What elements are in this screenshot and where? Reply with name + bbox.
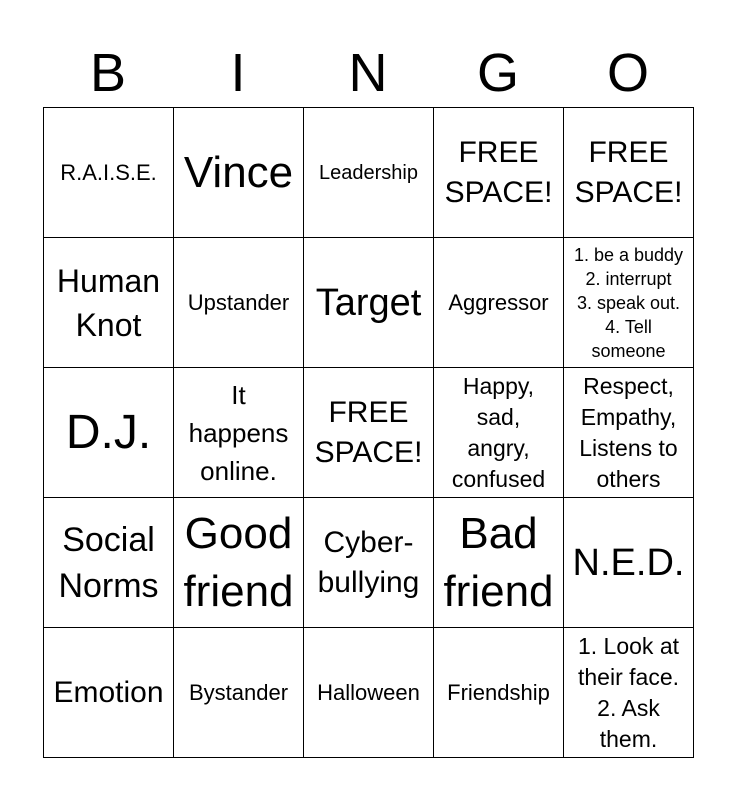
cell-label: D.J.	[65, 405, 152, 459]
bingo-cell[interactable]	[434, 238, 564, 368]
bingo-cell[interactable]	[44, 368, 174, 498]
cell-label: Upstander	[187, 289, 290, 315]
bingo-cell[interactable]	[174, 498, 304, 628]
bingo-cell[interactable]	[564, 368, 694, 498]
bingo-cell[interactable]	[434, 368, 564, 498]
cell-label: Target	[315, 281, 422, 324]
header-letter-o: O	[606, 43, 649, 103]
cell-label: FREE SPACE!	[574, 135, 683, 209]
bingo-cell[interactable]	[44, 498, 174, 628]
bingo-cell[interactable]	[564, 108, 694, 238]
bingo-cell[interactable]	[304, 498, 434, 628]
cell-label: Social Norms	[58, 520, 159, 605]
cell-label: Aggressor	[448, 289, 549, 315]
cell-label: FREE SPACE!	[444, 135, 553, 209]
bingo-cell[interactable]	[44, 628, 174, 758]
cell-label: Halloween	[317, 679, 420, 705]
cell-label: Friendship	[447, 679, 550, 705]
cell-label: Leadership	[319, 161, 418, 184]
bingo-cell[interactable]	[304, 238, 434, 368]
cell-label: It happens online.	[188, 379, 289, 486]
bingo-cell[interactable]	[564, 238, 694, 368]
cell-label: R.A.I.S.E.	[60, 159, 157, 185]
bingo-cell[interactable]	[434, 108, 564, 238]
header-letter-g: G	[476, 43, 519, 103]
bingo-cell[interactable]	[304, 368, 434, 498]
header-letter-n: N	[348, 43, 388, 103]
cell-label: N.E.D.	[572, 541, 685, 584]
bingo-cell[interactable]	[564, 628, 694, 758]
bingo-cell[interactable]	[174, 368, 304, 498]
bingo-cell[interactable]	[44, 238, 174, 368]
cell-label: 1. be a buddy 2. interrupt 3. speak out. 4. Tell someone	[573, 244, 684, 361]
bingo-cell[interactable]	[174, 108, 304, 238]
bingo-cell[interactable]	[434, 628, 564, 758]
bingo-cell[interactable]	[434, 498, 564, 628]
bingo-cell[interactable]	[174, 628, 304, 758]
bingo-cell[interactable]	[304, 628, 434, 758]
bingo-cell[interactable]	[304, 108, 434, 238]
cell-label: Bystander	[188, 679, 289, 705]
header-letter-b: B	[89, 43, 127, 103]
cell-label: Good friend	[183, 508, 294, 616]
cell-label: Human Knot	[56, 262, 161, 343]
bingo-grid	[43, 107, 694, 758]
bingo-cell[interactable]	[174, 238, 304, 368]
cell-label: 1. Look at their face. 2. Ask them.	[577, 632, 680, 752]
bingo-cell[interactable]	[564, 498, 694, 628]
bingo-header	[43, 38, 693, 108]
cell-label: Vince	[183, 147, 294, 197]
header-letter-i: I	[230, 43, 246, 103]
cell-label: Respect, Empathy, Listens to others	[579, 372, 678, 492]
cell-label: Bad friend	[443, 508, 554, 616]
bingo-cell[interactable]	[44, 108, 174, 238]
cell-label: Emotion	[53, 675, 164, 709]
cell-label: FREE SPACE!	[314, 395, 423, 469]
cell-label: Happy, sad, angry, confused	[451, 372, 546, 492]
cell-label: Cyber- bullying	[317, 525, 420, 599]
